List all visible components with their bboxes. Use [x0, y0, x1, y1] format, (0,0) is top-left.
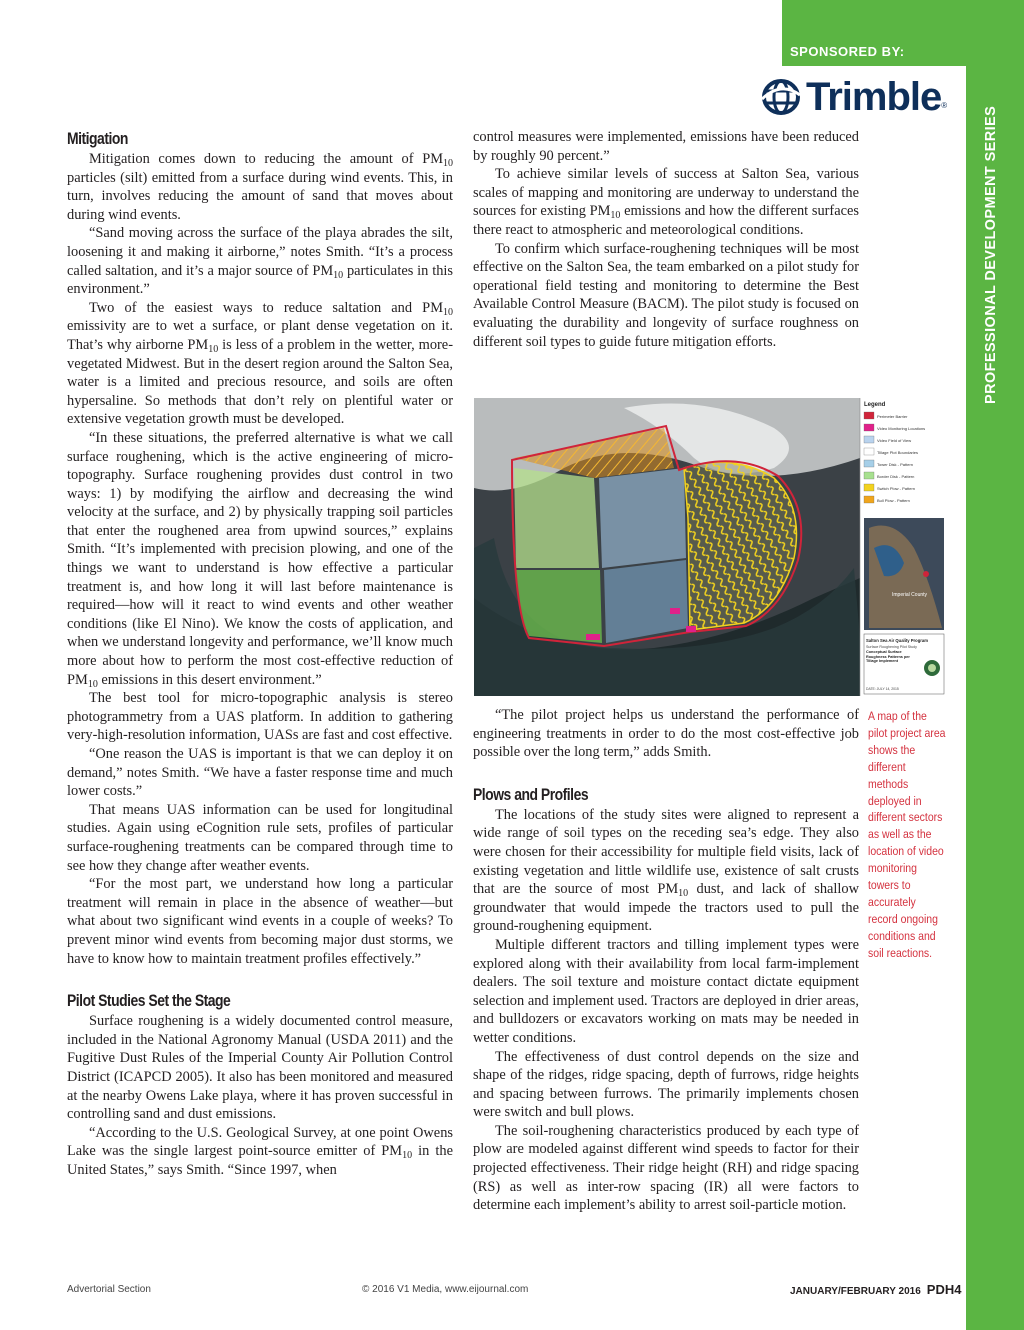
- map-graphic: [474, 398, 948, 696]
- legend-label: Video Monitoring Locations: [877, 426, 926, 431]
- paragraph: To achieve similar levels of success at Salton Sea, various scales of mapping and monitoring are underway to understand the sources for existing $PM_{10}$ emissions and how the different surfaces there react to atmospheric and meteorological conditions.: [473, 166, 859, 238]
- paragraph: “The pilot project helps us understand the performance of engineering treatments in order to do the most cost-effective job possible over the long term,” adds Smith.: [473, 707, 859, 761]
- footer-copyright: © 2016 V1 Media, www.eijournal.com: [362, 1284, 529, 1295]
- trimble-logo[interactable]: [760, 72, 960, 122]
- legend-swatch: [864, 436, 874, 443]
- globe-icon: [760, 77, 802, 117]
- paragraph: Mitigation comes down to reducing the amount of $PM_{10}$ particles (silt) emitted from a surface during wind events. This, in turn, involves reducing the amount of sand that moves about during wind events.: [67, 151, 453, 223]
- footer-section-label: Advertorial Section: [67, 1284, 151, 1295]
- legend-label: Border Disk - Pattern: [877, 474, 915, 479]
- heading-pilot-studies: Pilot Studies Set the Stage: [67, 991, 231, 1011]
- paragraph: Multiple different tractors and tilling implement types were explored along with their availability from local farm-implement dealers. The soil texture and moisture contact dictate equipment selection and implement used. Tractors are deployed in drier areas, and bulldozers or excavators working on mats may be needed in wetter conditions.: [473, 936, 859, 1046]
- paragraph: Surface roughening is a widely documented control measure, included in the National Agronomy Manual (USDA 2011) and the Fugitive Dust Rules of the Imperial County Air Pollution Control District (ICAPCD 2005). It also has been monitored and measured at the nearby Owens Lake playa, where it has proven successful in controlling sand and dust emissions.: [67, 1013, 453, 1123]
- pilot-project-map: [474, 398, 948, 696]
- right-column-top: [473, 128, 859, 351]
- legend-swatch: [864, 472, 874, 479]
- legend-swatch: [864, 412, 874, 419]
- legend-swatch: [864, 496, 874, 503]
- legend-title: Legend: [864, 402, 886, 408]
- legend-label: Perimeter Barrier: [877, 414, 908, 419]
- legend-label: Video Field of View: [877, 438, 912, 443]
- paragraph: “According to the U.S. Geological Survey, at one point Owens Lake was the single largest point-source emitter of $PM_{10}$ in the United States,” says Smith. “Since 1997, when: [67, 1124, 453, 1178]
- map-date: DATE: JULY 14, 2015: [866, 687, 899, 691]
- heading-mitigation: Mitigation: [67, 129, 128, 148]
- sponsor-label: SPONSORED BY:: [790, 44, 905, 59]
- series-label: PROFESSIONAL DEVELOPMENT SERIES: [983, 105, 999, 404]
- legend-label: Switch Plow - Pattern: [877, 486, 916, 491]
- legend-swatch: [864, 460, 874, 467]
- paragraph: To confirm which surface-roughening techniques will be most effective on the Salton Sea, the team embarked on a pilot study for operational field testing and monitoring to determine the Best Available Control Measure (BACM). The pilot study is focused on evaluating the durability and longevity of surface roughness on different soil types to guide future mitigation efforts.: [473, 240, 859, 350]
- paragraph: The locations of the study sites were aligned to represent a wide range of soil types on the receding sea’s edge. They also were chosen for their accessibility for multiple field visits, lack of existing vegetation and little wildlife use, existence of salt crusts that are the source of most $PM_{10}$ dust, and lack of shallow groundwater that would impede the tractors used to pull the ground-roughening equipment.: [473, 806, 859, 935]
- paragraph: That means UAS information can be used for longitudinal studies. Again using eCognition rule sets, profiles of particular surface-roughening treatments can be compared through time to see how they change after weather events.: [67, 801, 453, 874]
- legend-label: Tower Disk - Pattern: [877, 462, 914, 467]
- paragraph: “For the most part, we understand how long a particular treatment will remain in place in the absence of weather—but what about two significant wind events in a couple of weeks? To prevent minor wind events from becoming major dust storms, we have to know how to maintain treatment profiles effectively.”: [67, 876, 453, 967]
- left-column: [67, 128, 453, 1179]
- paragraph: “One reason the UAS is important is that we can deploy it on demand,” notes Smith. “We have a faster response time and much lower costs.”: [67, 746, 453, 800]
- footer-issue: [790, 1282, 961, 1297]
- legend-label: Tillage Plot Boundaries: [877, 450, 918, 455]
- paragraph: The best tool for micro-topographic analysis is stereo photogrammetry from a UAS platform. In addition to gathering very-high-resolution information, UASs are fast and cost effective.: [67, 690, 453, 744]
- legend-swatch: [864, 484, 874, 491]
- legend-swatch: [864, 424, 874, 431]
- program-title: Salton Sea Air Quality Program: [866, 638, 928, 643]
- registered-mark: ®: [941, 101, 948, 110]
- page-number: PDH4: [926, 1282, 962, 1297]
- program-subtitle: Surface Roughening Pilot Study: [866, 645, 917, 649]
- paragraph: “Sand moving across the surface of the playa abrades the silt, loosening it and making it airborne,” notes Smith. “It’s a process called saltation, and it’s a major source of $PM_{10}$ particulates in this environment.”: [67, 225, 453, 298]
- heading-plows-profiles: Plows and Profiles: [473, 784, 589, 804]
- legend-swatch: [864, 448, 874, 455]
- paragraph: Two of the easiest ways to reduce saltation and $PM_{10}$ emissivity are to wet a surface, or plant dense vegetation on it. That’s why airborne $PM_{10}$ is less of a problem in the wetter, more-vegetated Midwest. But in the desert region around the Salton Sea, water is a limited and precious resource, and soils are often hypersaline. So methods that don’t rely on plentiful water or extensive vegetation growth must be developed.: [67, 299, 453, 428]
- paragraph: The soil-roughening characteristics produced by each type of plow are modeled against different wind speeds to factor for their projected effectiveness. Their ridge height (RH) and ridge spacing (RS) as well as inter-row spacing (IR) all were factors to determine each implement’s ability to arrest soil-particle motion.: [473, 1122, 859, 1214]
- paragraph: The effectiveness of dust control depends on the size and shape of the ridges, ridge spacing, depth of furrows, ridge heights and spacing between furrows. The primarily implements chosen were switch and bull plows.: [473, 1048, 859, 1121]
- paragraph: control measures were implemented, emissions have been reduced by roughly 90 percent.”: [473, 129, 859, 164]
- logo-wordmark: Trimble: [806, 74, 942, 119]
- paragraph: “In these situations, the preferred alternative is what we call surface roughening, which is the active engineering of micro-topography. Surface roughening provides dust control in two ways: 1) by modifying the airflow and decreasing the wind velocity at the surface, and 2) by physically trapping soil particles that enter the roughened area from upwind sources,” explains Smith. “It’s implemented with precision plowing, and one of the things we want to understand is how effective a particular treatment is, and how long it will last before maintenance is required—how will it react to wind events and other weather conditions (like El Nino). We know the costs of application, and when we understand longevity and performance, we’ll know much more about how to perform the most cost-effective reduction of $PM_{10}$ emissions in this desert environment.”: [67, 429, 453, 690]
- issue-date: JANUARY/FEBRUARY 2016: [790, 1286, 921, 1297]
- inset-label: Imperial County: [892, 592, 928, 598]
- figure-caption: A map of the pilot project area shows the different methods deployed in different sectors as well as the location of video monitoring towers to accurately record ongoing conditions and soil reactions.: [868, 709, 946, 960]
- legend-label: Bull Plow - Pattern: [877, 498, 910, 503]
- program-desc: Conceptual Surface Roughness Patterns per Tillage Implement: [866, 650, 910, 663]
- right-column-bottom: [473, 706, 859, 1215]
